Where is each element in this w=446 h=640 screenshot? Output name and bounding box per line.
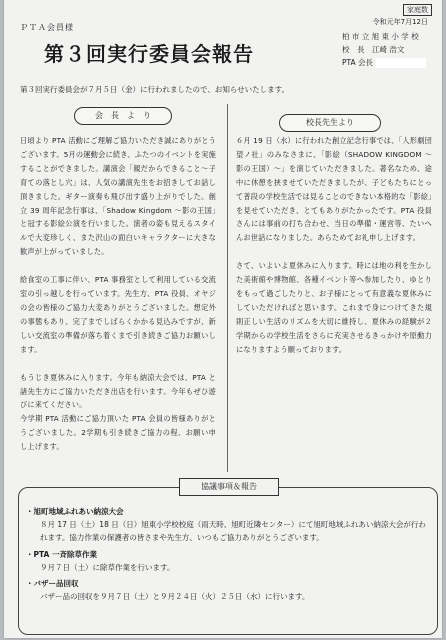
agenda-item-title: ・旭町地域ふれあい納涼大会 (26, 507, 124, 516)
household-count-stamp: 家庭数 (403, 4, 432, 16)
agenda-item-title: ・バザー品回収 (26, 579, 79, 589)
principal-paragraph: さて、いよいよ夏休みに入ります。時には地の利を生かした美術館や博物館、各種イベント等へ参加したり、ゆとりをもって過ごしたりと、お子様にとって有意義な夏休みにしていただければと思います。これまで身につけてきた規則正しい生活のリズムを大切に維持し、夏休みの経験が２学期からの学校生活をさらに充実させるきっかけや原動力になりますよう願っております。 (236, 261, 432, 354)
redaction-box (376, 58, 426, 68)
agenda-heading: 協議事項＆報告 (179, 478, 279, 496)
president-paragraph: 給食室の工事に伴い、PTA 事務室として利用している交流室の引っ越しを行っています。先生方、PTA 役員、オヤジの会の皆様のご協力大変ありがとうございました。想定外の事態もあり、完了までしばらくかかる見込みですが、新しい交流室の準備が落ち着くまで引き続きご協力お願いします。 (20, 275, 216, 354)
sender-school: 柏 市 立 旭 東 小 学 校 (342, 32, 419, 41)
principal-paragraph: ６月 19 日（水）に行われた創立記念行事では、「人形劇団 望ノ社」のみなさまに、「影絵（SHADOW KINGDOM ～影の王国）～」を演じていただきました。著名なため、途中に休憩を挟ませていただきましたが、子どもたちにとって普段の学校生活では見ることのできない本格的な「影絵」を見せていただき、とてもありがたかったです。PTA 役員さんには事前の打ち合わせ、当日の準備・運営等、たいへんお世話になりました。あらためてお礼申し上げます。 (236, 136, 432, 243)
agenda-item-body: バザー品の回収を９月７日（土）と９月２４日（火）２５日（水）に行います。 (40, 592, 310, 602)
agenda-item-body: ９月７日（土）に除草作業を行います。 (40, 562, 175, 572)
intro-text: 第３回実行委員会が７月５日（金）に行われましたので、お知らせいたします。 (20, 85, 290, 94)
column-divider (227, 104, 228, 472)
addressee: ＰＴＡ会員様 (20, 23, 74, 32)
principal-heading: 校長先生より (279, 114, 381, 132)
agenda-list (26, 505, 431, 603)
president-message (20, 134, 216, 454)
sender-principal: 校 長 江崎 浩文 (342, 45, 405, 54)
president-paragraph: 今学期 PTA 活動にご協力頂いた PTA 会員の皆様ありがとうございました。2学期も引き続きご協力の程、お願い申し上げます。 (20, 414, 216, 452)
agenda-item-body: ８月 17 日（土）18 日（日）旭東小学校校庭（雨天時、旭町近隣センター）にて旭町地域ふれあい納涼大会が行われます。協力作業の保護者の皆さまや先生方、いつもご協力ありがとうございます。 (40, 520, 426, 543)
agenda-item-title: ・PTA 一斉除草作業 (26, 549, 97, 559)
president-heading: 会 長 よ り (74, 107, 172, 125)
document-page (4, 0, 442, 638)
sender-block (342, 30, 426, 69)
sender-pta-president: PTA 会長 (342, 56, 426, 69)
page-title: 第３回実行委員会報告 (44, 42, 254, 66)
principal-message (236, 134, 432, 357)
president-paragraph: 日頃より PTA 活動にご理解ご協力いただき誠にありがとうございます。5月の運動会に続き、ふたつのイベントを実施することができました。講演会「親だからできること～子育ての落とし穴」は、人気の講演先生をお招きしてお話し頂きました。ギター演奏も飛び出す盛り上がりでした。創立 39 周年記念行事は、「Shadow Kingdom ～影の王国」と冠する影絵公演を行いました。演者の姿も見えるスタイルで大変珍しく、また沢山の面白いキャラクターに大きな歓声が上がっていました。 (20, 136, 216, 257)
president-paragraph: もうじき夏休みに入ります。今年も納涼大会では、PTA と諸先生方にご協力いただき出店を行います。今年もぜひ遊びに来てください。 (20, 372, 216, 410)
issue-date: 令和元年7月12日 (372, 18, 428, 26)
